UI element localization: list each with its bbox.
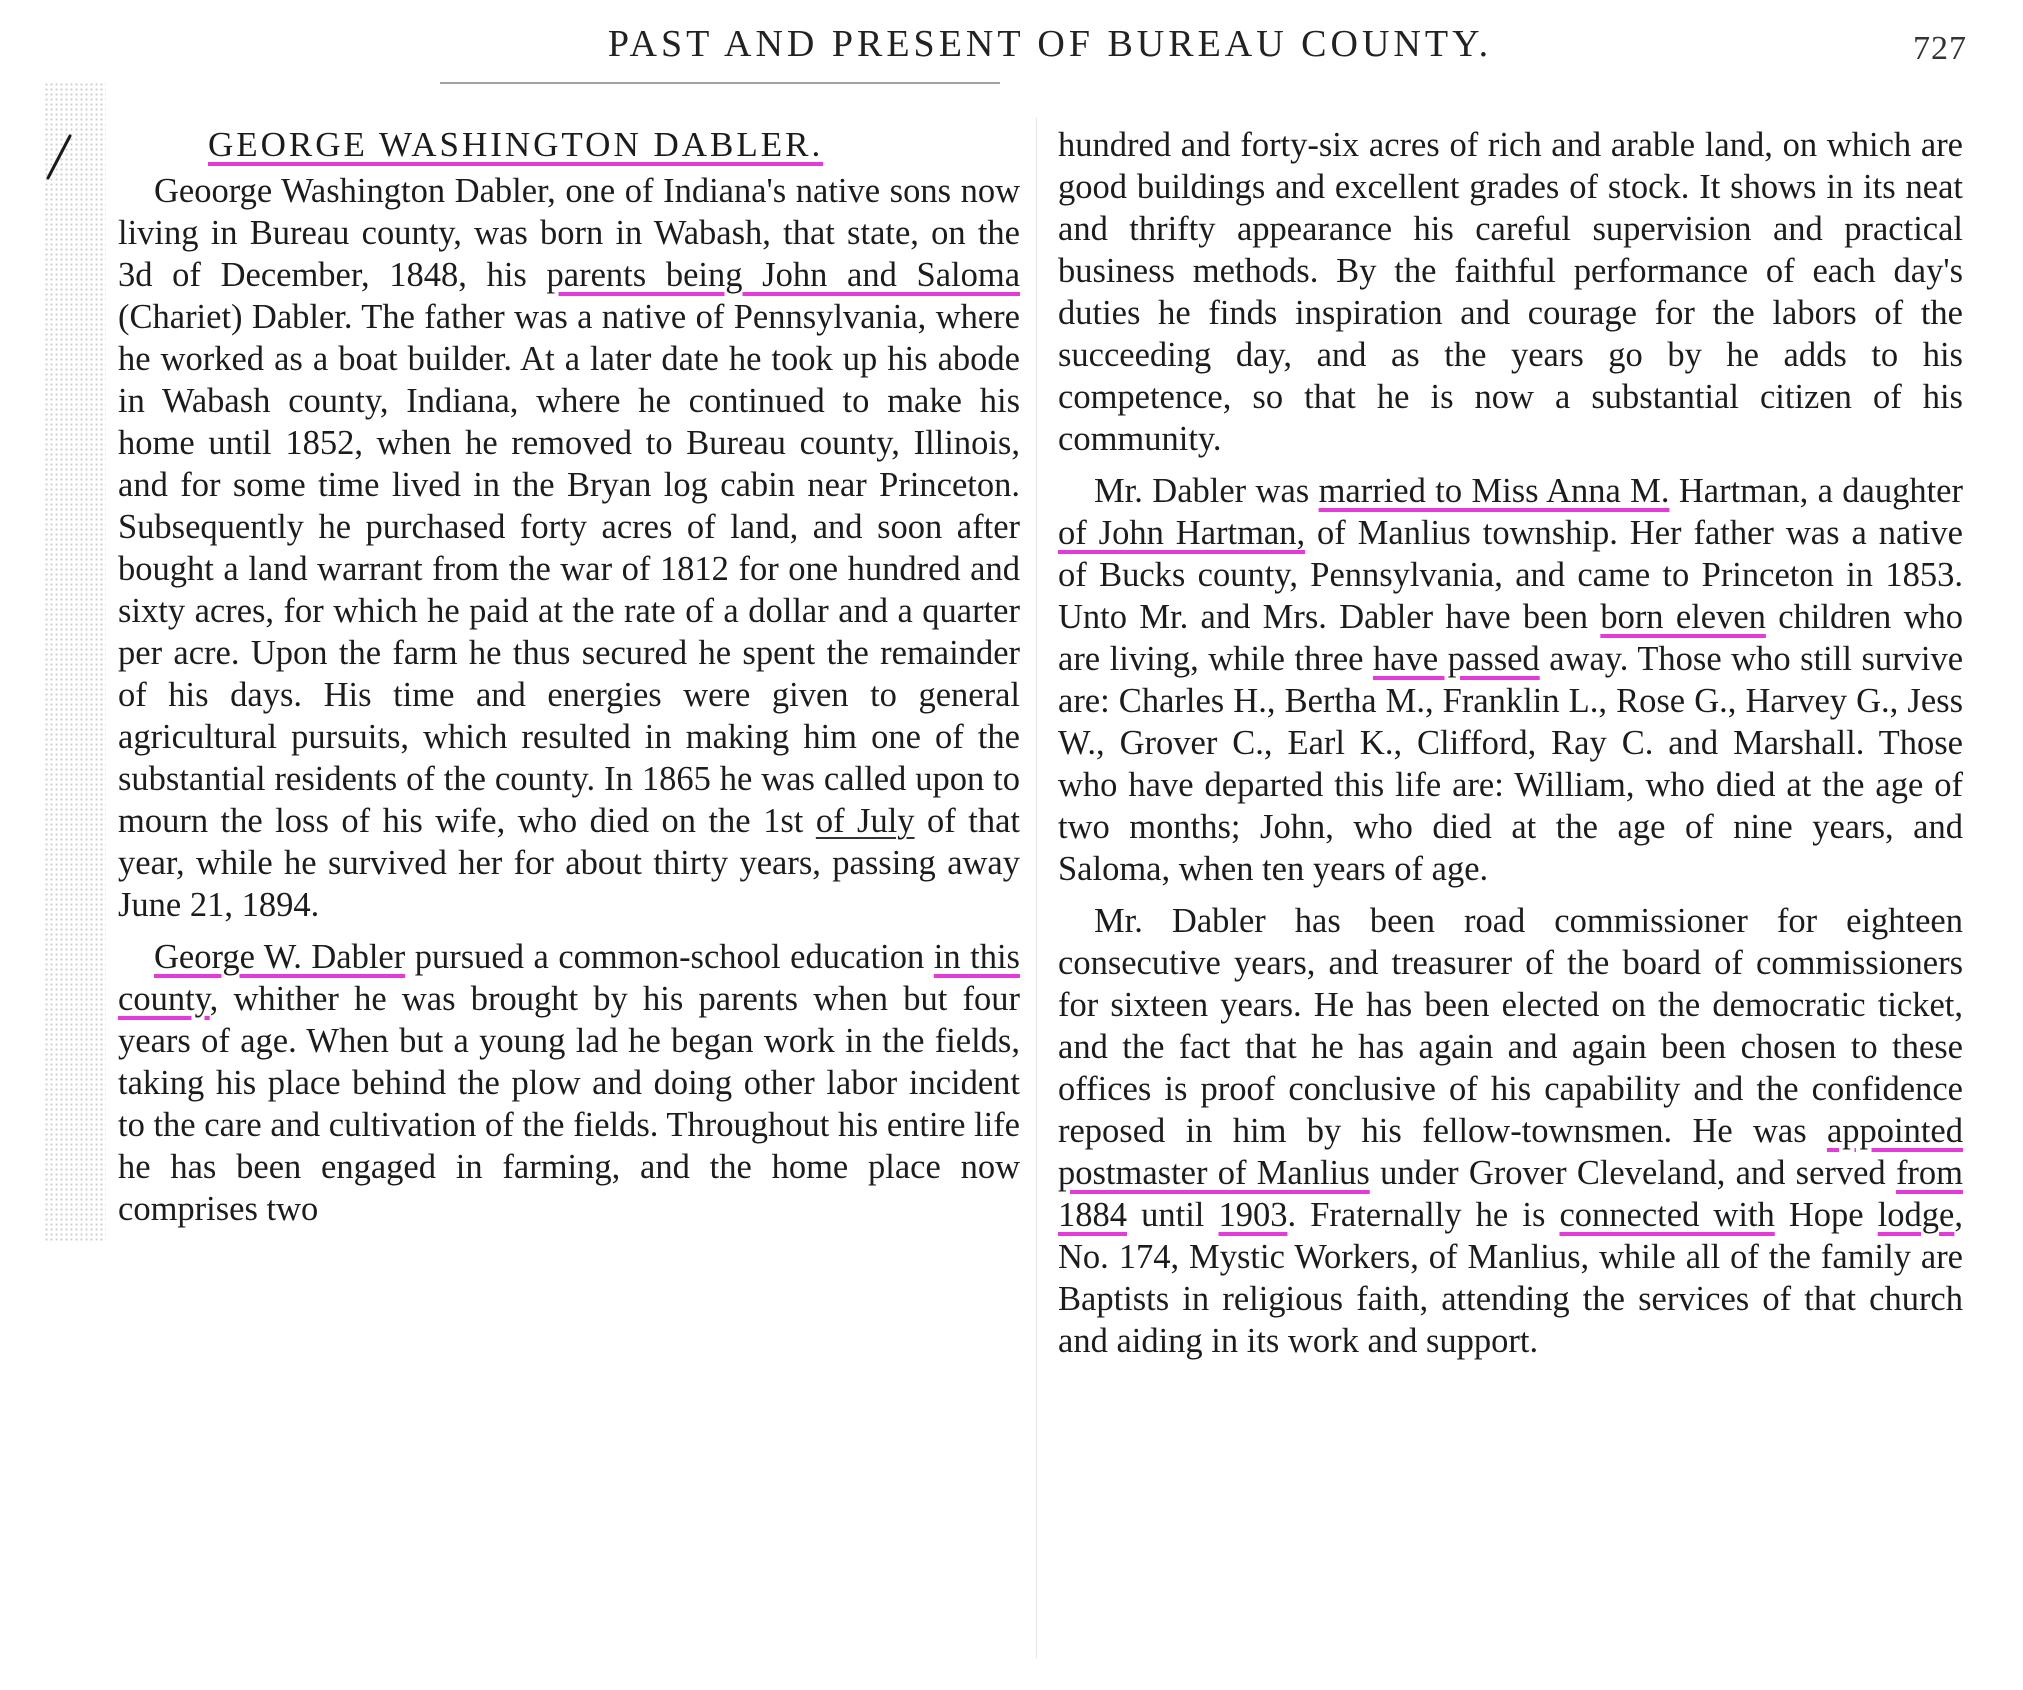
highlighted-text: born eleven [1600,598,1766,636]
text-run: pursued a common-school education [405,938,934,976]
highlighted-text: from 1884 [1058,1154,1964,1234]
paragraph [118,936,1020,1230]
running-head [0,22,2023,82]
paragraph-gap [118,926,1020,936]
clipping-top-edge [440,82,1000,84]
running-head-title: PAST AND PRESENT OF BUREAU COUNTY. [607,23,1493,65]
left-column-body [118,170,1020,1230]
text-run: Mr. Dabler was [1094,472,1319,510]
text-run: away. Those who still survive are: Charles H., Bertha M., Franklin L., Rose G., Harvey G., Jess W., Grover C., Earl K., Clifford, Ray C. and Marshall. Those who have departed this life are: William, who died at the age of two months; John, who died at the age of nine years, and Saloma, when ten years of age. [1058,640,1964,888]
text-run: under Grover Cleveland, and served [1369,1154,1896,1192]
text-run: hundred and forty-six acres of rich and arable land, on which are good buildings and excellent grades of stock. It shows in its neat and thrifty appearance his careful supervision and practical business methods. By the faithful performance of each day's duties he finds inspiration and courage for the labors of the succeeding day, and as the years go by he adds to his competence, so that he is now a substantial citizen of his community. [1058,126,1963,458]
highlighted-text: married to Miss Anna M. [1318,472,1670,510]
highlighted-text: in this county [118,938,1020,1018]
paragraph-gap [1058,890,1963,900]
paragraph [1058,124,1963,460]
paragraph [118,170,1020,926]
text-run: of that year, while he survived her for about thirty years, passing away June 21, 1894. [118,802,1020,924]
article-title-text: GEORGE WASHINGTON DABLER. [208,125,824,164]
pencil-slash-icon [40,132,76,182]
text-run: Hope [1774,1196,1878,1234]
page-number: 727 [1913,30,1967,67]
right-column [1058,124,1963,1362]
text-run: Geoorge Washington Dabler, one of Indiana's native sons now living in Bureau county, was born in Wabash, that state, on the 3d of December, 1848, his [118,172,1020,294]
text-run: Mr. Dabler has been road commissioner for eighteen consecutive years, and treasurer of the board of commissioners for sixteen years. He has been elected on the democratic ticket, and the fact that he has again and again been chosen to these offices is proof conclusive of his capability and the confidence reposed in him by his fellow-townsmen. He was [1058,902,1963,1150]
paragraph [1058,470,1963,890]
highlighted-text: connected with [1559,1196,1775,1234]
left-column [118,124,1020,1230]
highlighted-text: lodge [1877,1196,1955,1234]
right-column-body [1058,124,1963,1362]
column-divider [1036,118,1037,1658]
text-run: until [1127,1196,1219,1234]
highlighted-text: George W. Dabler [154,938,406,976]
highlighted-text: 1903 [1218,1196,1288,1234]
text-run: (Chariet) Dabler. The father was a native of Pennsylvania, where he worked as a boat builder. At a later date he took up his abode in Wabash county, Indiana, where he continued to make his home until 1852, when he removed to Bureau county, Illinois, and for some time lived in the Bryan log cabin near Princeton. Subsequently he purchased forty acres of land, and soon after bought a land warrant from the war of 1812 for one hundred and sixty acres, for which he paid at the rate of a dollar and a quarter per acre. Upon the farm he thus secured he spent the remainder of his days. His time and energies were given to general agricultural pursuits, which resulted in making him one of the substantial residents of the county. In 1865 he was called upon to mourn the loss of his wife, who died on the 1st [118,298,1020,840]
text-run: of Manlius township. Her father was a native of Bucks county, Pennsylvania, and came to Princeton in 1853. Unto Mr. and Mrs. Dabler have been [1058,514,1963,636]
clipping-edge-shadow [44,82,106,1242]
underlined-text: of July [815,802,915,840]
text-run: Hartman, a daughter [1669,472,1963,510]
highlighted-text: have passed [1373,640,1540,678]
paragraph-gap [1058,460,1963,470]
paragraph [1058,900,1963,1362]
text-run: children who are living, while three [1058,598,1964,678]
highlighted-text: of John Hartman, [1058,514,1306,552]
highlighted-text: parents being John and Saloma [546,256,1021,294]
highlighted-text: appointed postmaster of Manlius [1058,1112,1963,1192]
text-run: , whither he was brought by his parents when but four years of age. When but a young lad he began work in the fields, taking his place behind the plow and doing other labor incident to the care and cultivation of the fields. Throughout his entire life he has been engaged in farming, and the home place now comprises two [118,980,1020,1228]
text-run: . Fraternally he is [1287,1196,1560,1234]
article-title [208,124,1020,166]
text-run: , No. 174, Mystic Workers, of Manlius, while all of the family are Baptists in religious faith, attending the services of that church and aiding in its work and support. [1058,1196,1963,1360]
